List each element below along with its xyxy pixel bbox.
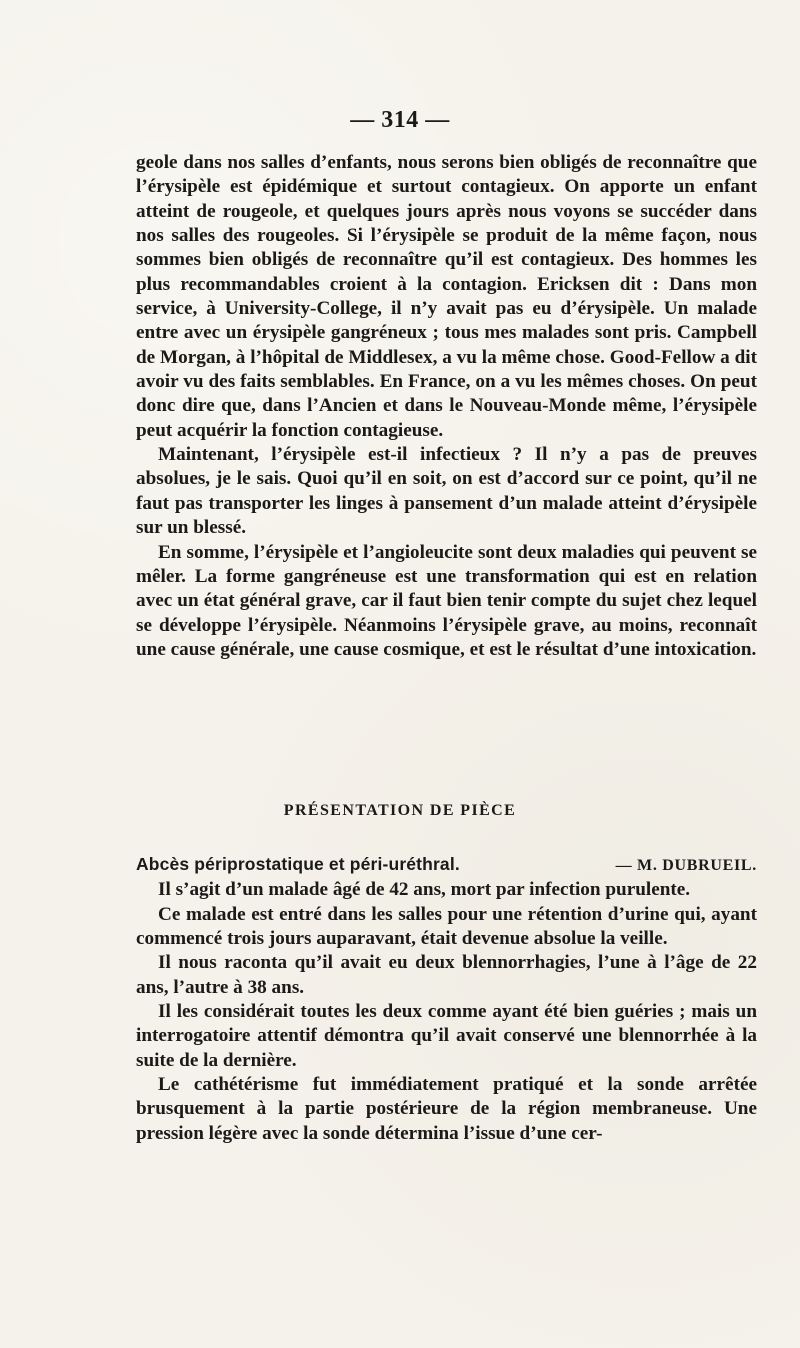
paragraph-summary: En somme, l’érysipèle et l’angioleucite sont deux maladies qui peuvent se mêler. La forme gangréneuse est une transformation qui est en relation avec un état général grave, car il faut bien tenir compte du sujet chez lequel se développe l’érysipèle. Néanmoins l’érysipèle grave, au moins, reconnaît une cause générale, une cause cosmique, et est le résultat d’une intoxication. <box>136 541 757 660</box>
paragraph-continuation: geole dans nos salles d’enfants, nous serons bien obligés de reconnaître que l’érysipèle est épidémique et surtout contagieux. On apporte un enfant atteint de rougeole, et quelques jours après nous voyons se succéder dans nos salles des rougeoles. Si l’érysipèle se produit de la même façon, nous sommes bien obligés de reconnaître qu’il est contagieux. Des hommes les plus recommandables croient à la contagion. Ericksen dit : Dans mon service, à University-College, il n’y avait pas eu d’érysipèle. Un malade entre avec un érysipèle gangréneux ; tous mes malades sont pris. Campbell de Morgan, à l’hôpital de Middlesex, a vu la même chose. Good-Fellow a dit avoir vu des faits semblables. En France, on a vu les mêmes choses. On peut donc dire que, dans l’Ancien et dans le Nouveau-Monde même, l’érysipèle peut acquérir la fonction contagieuse. <box>136 152 757 441</box>
case-paragraph-5: Le cathétérisme fut immédiatement pratiqué et la sonde arrêtée brusquement à la partie postérieure de la région membraneuse. Une pression légère avec la sonde détermina l’issue d’une cer- <box>136 1074 757 1144</box>
page-number: — 314 — <box>350 107 450 133</box>
case-paragraph-1: Il s’agit d’un malade âgé de 42 ans, mort par infection purulente. <box>158 879 691 901</box>
main-text-block <box>136 151 757 662</box>
case-title: Abcès périprostatique et péri-uréthral. <box>136 854 460 874</box>
author-name: — M. DUBRUEIL. <box>615 857 757 874</box>
paragraph-infectious-question: Maintenant, l’érysipèle est-il infectieux ? Il n’y a pas de preuves absolues, je le sais. Quoi qu’il en soit, on est d’accord sur ce point, qu’il ne faut pas transporter les linges à pansement d’un malade atteint d’érysipèle sur un blessé. <box>136 444 757 539</box>
section-title: PRÉSENTATION DE PIÈCE <box>283 802 517 819</box>
case-heading <box>136 852 757 878</box>
case-paragraph-2: Ce malade est entré dans les salles pour une rétention d’urine qui, ayant commencé trois jours auparavant, était devenue absolue la veille. <box>136 903 757 950</box>
case-paragraph-3: Il nous raconta qu’il avait eu deux blennorrhagies, l’une à l’âge de 22 ans, l’autre à 38 ans. <box>136 952 757 998</box>
case-report-block <box>136 852 757 1146</box>
case-paragraph-4: Il les considérait toutes les deux comme ayant été bien guéries ; mais un interrogatoire attentif démontra qu’il avait conservé une blennorrhée à la suite de la dernière. <box>136 1001 757 1071</box>
